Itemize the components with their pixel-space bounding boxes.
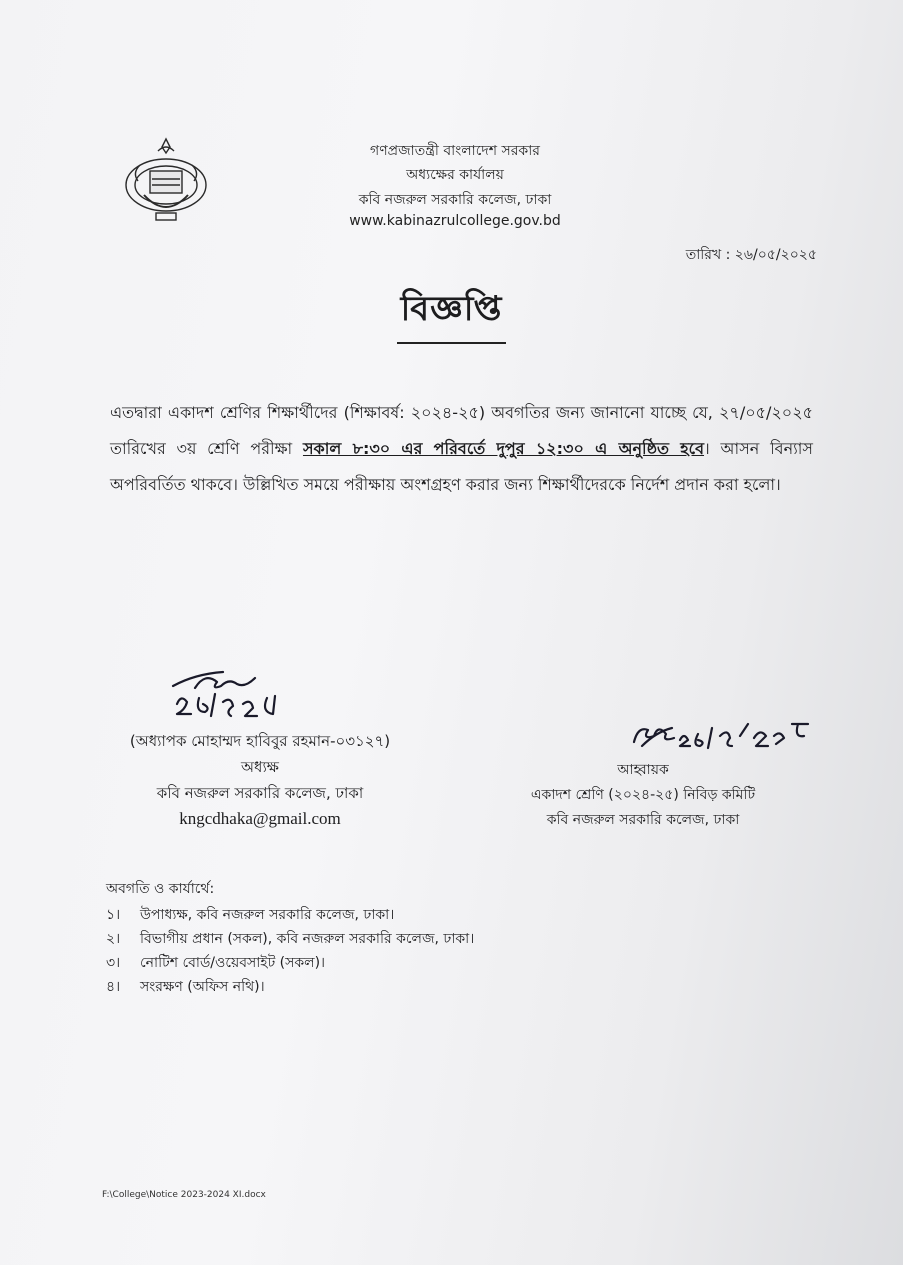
cc-list-item xyxy=(106,927,474,951)
notice-title: বিজ্ঞপ্তি xyxy=(397,283,507,344)
cc-item-number: ৩। xyxy=(106,955,121,971)
document-file-path: F:\College\Notice 2023-2024 XI.docx xyxy=(102,1190,266,1200)
notice-body-highlight: সকাল ৮:৩০ এর পরিবর্তে দুপুর ১২:৩০ এ অনুষ্ঠিত হবে xyxy=(302,439,705,458)
convener-signature xyxy=(628,706,814,758)
convener-designation: আহ্বায়ক xyxy=(617,762,669,778)
notice-date: তারিখ : ২৬/০৫/২০২৫ xyxy=(685,247,817,263)
cc-item-number: ৪। xyxy=(106,979,121,995)
notice-body-part-2: । আসন বিন্যাস অপরিবর্তিত থাকবে। উল্লিখিত সময়ে পরীক্ষায় অংশগ্রহণ করার জন্য শিক্ষার্থীদেরকে নির্দেশ প্রদান করা হলো। xyxy=(110,439,813,494)
cc-list-item xyxy=(106,951,474,975)
cc-item-text: বিভাগীয় প্রধান (সকল), কবি নজরুল সরকারি কলেজ, ঢাকা। xyxy=(140,931,475,947)
header-line-2: অধ্যক্ষের কার্যালয় xyxy=(406,167,504,183)
principal-email: kngcdhaka@gmail.com xyxy=(179,809,341,828)
principal-institution: কবি নজরুল সরকারি কলেজ, ঢাকা xyxy=(156,784,364,802)
cc-section xyxy=(106,877,474,999)
header-line-3: কবি নজরুল সরকারি কলেজ, ঢাকা xyxy=(358,192,552,208)
principal-signature xyxy=(165,664,315,726)
cc-list-item xyxy=(106,975,474,999)
principal-name: (অধ্যাপক মোহাম্মদ হাবিবুর রহমান-০৩১২৭) xyxy=(129,732,391,750)
notice-title-wrap xyxy=(0,283,903,344)
cc-item-text: নোটিশ বোর্ড/ওয়েবসাইট (সকল)। xyxy=(140,955,326,971)
cc-list-item xyxy=(106,903,474,927)
cc-heading: অবগতি ও কার্যার্থে: xyxy=(106,881,215,897)
principal-designation: অধ্যক্ষ xyxy=(241,758,279,776)
cc-item-number: ১। xyxy=(106,907,121,923)
government-seal-logo xyxy=(118,133,214,225)
header-line-1: গণপ্রজাতন্ত্রী বাংলাদেশ সরকার xyxy=(370,143,540,159)
cc-item-number: ২। xyxy=(106,931,121,947)
header-website: www.kabinazrulcollege.gov.bd xyxy=(349,213,561,229)
cc-item-text: সংরক্ষণ (অফিস নথি)। xyxy=(140,979,265,995)
notice-body xyxy=(110,395,813,503)
convener-block xyxy=(488,758,798,833)
notice-body-part-1: এতদ্বারা একাদশ শ্রেণির শিক্ষার্থীদের (শিক্ষাবর্ষ: ২০২৪-২৫) অবগতির জন্য জানানো যাচ্ছে যে, ২৭/০৫/২০২৫ তারিখের ৩য় শ্রেণি পরীক্ষা xyxy=(110,403,813,458)
cc-item-text: উপাধ্যক্ষ, কবি নজরুল সরকারি কলেজ, ঢাকা। xyxy=(140,907,395,923)
cc-list xyxy=(106,903,474,999)
convener-committee: একাদশ শ্রেণি (২০২৪-২৫) নিবিড় কমিটি xyxy=(530,787,756,803)
convener-institution: কবি নজরুল সরকারি কলেজ, ঢাকা xyxy=(546,812,740,828)
principal-block xyxy=(100,728,420,832)
